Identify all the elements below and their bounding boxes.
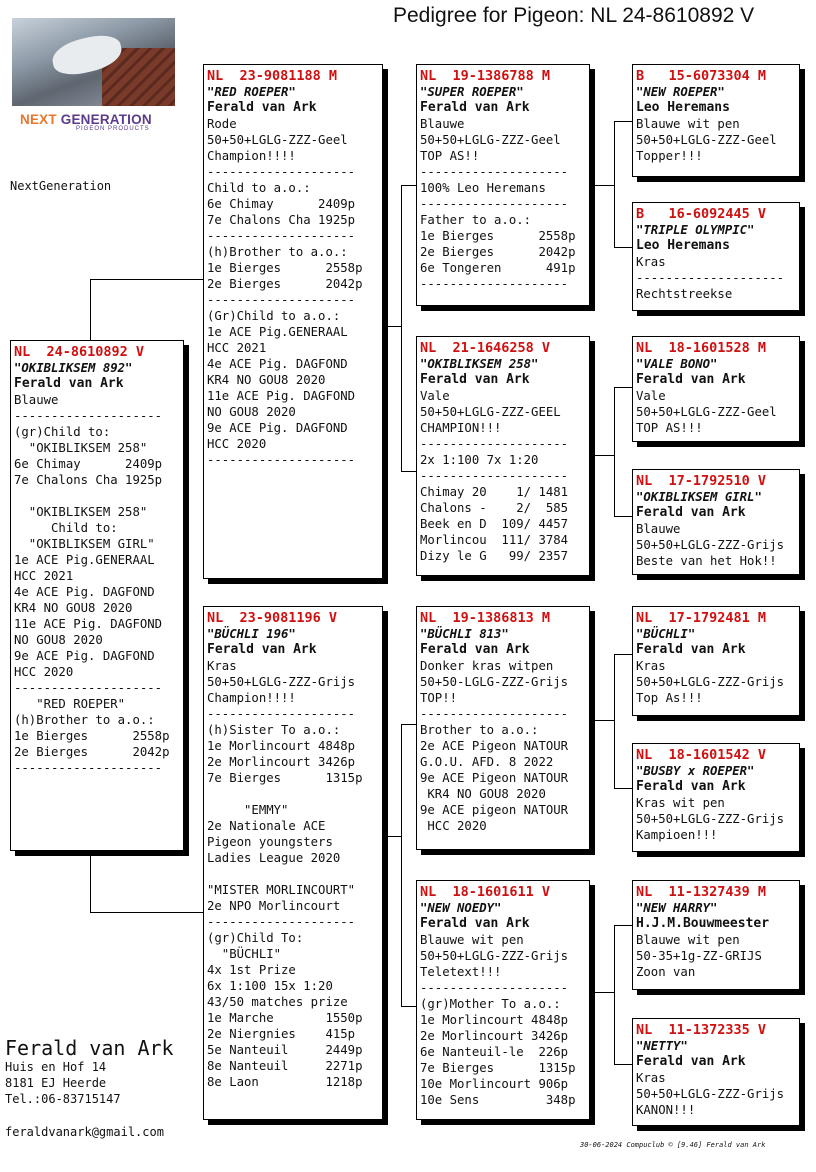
pedigree-line	[14, 488, 180, 504]
pedigree-line: NO GOU8 2020	[207, 405, 296, 419]
pigeon-card-subject	[10, 340, 184, 851]
pedigree-line: --------------------	[207, 915, 356, 929]
pedigree-line: "OKIBLIKSEM 258"	[14, 441, 148, 455]
pedigree-line: Zoon van	[636, 965, 696, 979]
ring-number: NL 23-9081188 M	[207, 68, 338, 84]
pigeon-card-mff	[632, 606, 800, 716]
pigeon-card-mmm	[632, 1018, 800, 1126]
pedigree-line: 50-35+1g-ZZ-GRIJS	[636, 949, 762, 963]
pedigree-line: "OKIBLIKSEM GIRL"	[14, 537, 155, 551]
connector-line	[595, 720, 614, 721]
pedigree-line: 1e Marche 1550p	[207, 1011, 363, 1025]
pedigree-line: Blauwe wit pen	[636, 933, 740, 947]
pigeon-owner: Ferald van Ark	[14, 376, 124, 391]
pedigree-line: --------------------	[420, 197, 569, 211]
pigeon-owner: Ferald van Ark	[636, 642, 746, 657]
pedigree-line: Champion!!!!	[207, 691, 296, 705]
pigeon-card-mother-mother	[416, 880, 590, 1120]
pigeon-nickname: "OKIBLIKSEM GIRL"	[636, 490, 762, 504]
pigeon-nickname: "NETTY"	[636, 1039, 688, 1053]
pedigree-line: KR4 NO GOU8 2020	[14, 601, 133, 615]
pedigree-line: --------------------	[14, 409, 163, 423]
pedigree-line: Dizy le G 99/ 2357	[420, 549, 569, 563]
pigeon-owner: Ferald van Ark	[636, 1054, 746, 1069]
ring-number: NL 11-1372335 V	[636, 1022, 767, 1038]
pedigree-line: 50+50-LGLG-ZZZ-Grijs	[420, 675, 569, 689]
pedigree-line: HCC 2020	[14, 665, 74, 679]
pedigree-line: 7e Bierges 1315p	[420, 1061, 576, 1075]
logo-brand: NEXT GENERATION	[20, 112, 152, 127]
pedigree-line: 50+50+LGLG-ZZZ-Geel	[636, 405, 777, 419]
connector-line	[614, 925, 615, 1065]
connector-line	[614, 516, 632, 517]
pedigree-line: 50+50+LGLG-ZZZ-Grijs	[636, 812, 785, 826]
ring-number: NL 24-8610892 V	[14, 344, 145, 360]
pedigree-line: 4x 1st Prize	[207, 963, 296, 977]
pedigree-line: --------------------	[420, 277, 569, 291]
ring-number: B 16-6092445 V	[636, 206, 767, 222]
pedigree-line: Kras	[636, 659, 666, 673]
pedigree-line: 50+50+LGLG-ZZZ-Grijs	[420, 949, 569, 963]
pedigree-line: Rechtstreekse	[636, 287, 733, 301]
pedigree-line: 100% Leo Heremans	[420, 181, 546, 195]
pigeon-owner: Ferald van Ark	[420, 100, 530, 115]
pedigree-line: --------------------	[420, 437, 569, 451]
pigeon-nickname: "BUSBY x ROEPER"	[636, 764, 755, 778]
pigeon-card-mother	[203, 606, 383, 1120]
pedigree-line: --------------------	[207, 229, 356, 243]
pedigree-line: Kampioen!!!	[636, 828, 718, 842]
pedigree-line: (h)Brother to a.o.:	[14, 713, 155, 727]
pedigree-line: --------------------	[420, 981, 569, 995]
pedigree-line: KANON!!!	[636, 1103, 696, 1117]
ring-number: NL 18-1601528 M	[636, 340, 767, 356]
pedigree-line: HCC 2020	[420, 819, 487, 833]
pigeon-owner: Ferald van Ark	[636, 505, 746, 520]
pedigree-line: 6x 1:100 15x 1:20	[207, 979, 333, 993]
connector-line	[614, 247, 632, 248]
pigeon-nickname: "BÜCHLI 196"	[207, 627, 296, 641]
connector-line	[614, 387, 632, 388]
pigeon-owner: Ferald van Ark	[207, 100, 317, 115]
pedigree-line: Kras wit pen	[636, 796, 725, 810]
pedigree-line: Child to:	[14, 521, 118, 535]
connector-line	[401, 185, 416, 186]
pigeon-card-mmf	[632, 880, 800, 990]
pigeon-owner: Ferald van Ark	[636, 372, 746, 387]
connector-line	[401, 471, 416, 472]
pigeon-owner: Ferald van Ark	[420, 916, 530, 931]
pigeon-card-mother-father	[416, 606, 590, 850]
pedigree-line: 7e Bierges 1315p	[207, 771, 363, 785]
pedigree-line: 50+50+LGLG-ZZZ-Grijs	[636, 1087, 785, 1101]
pedigree-line: 2e Morlincourt 3426p	[207, 755, 356, 769]
connector-line	[401, 185, 402, 472]
pedigree-line: 1e Bierges 2558p	[420, 229, 576, 243]
pedigree-line	[207, 786, 379, 802]
connector-line	[614, 654, 615, 789]
pedigree-line: Vale	[420, 389, 450, 403]
pedigree-line: Champion!!!!	[207, 149, 296, 163]
pedigree-line: "BÜCHLI"	[207, 947, 282, 961]
pedigree-line: Chalons - 2/ 585	[420, 501, 569, 515]
pedigree-line: --------------------	[14, 681, 163, 695]
pedigree-line: Child to a.o.:	[207, 181, 311, 195]
pedigree-line: --------------------	[420, 469, 569, 483]
pigeon-owner: Leo Heremans	[636, 100, 730, 115]
pedigree-line: 50+50+LGLG-ZZZ-Geel	[207, 133, 348, 147]
pedigree-line: 8e Nanteuil 2271p	[207, 1059, 363, 1073]
pedigree-line: HCC 2020	[207, 437, 267, 451]
pedigree-line: Kras	[207, 659, 237, 673]
pedigree-line: (h)Sister To a.o.:	[207, 723, 341, 737]
pedigree-line: Chimay 20 1/ 1481	[420, 485, 569, 499]
pedigree-line: --------------------	[420, 165, 569, 179]
pedigree-line: (gr)Child To:	[207, 931, 304, 945]
page-title: Pedigree for Pigeon: NL 24-8610892 V	[393, 4, 755, 27]
connector-line	[614, 925, 632, 926]
ring-number: B 15-6073304 M	[636, 68, 767, 84]
pedigree-line: --------------------	[14, 761, 163, 775]
pigeon-owner: Ferald van Ark	[420, 642, 530, 657]
pigeon-nickname: "NEW HARRY"	[636, 901, 718, 915]
pigeon-card-fff	[632, 64, 800, 177]
pedigree-line: "EMMY"	[207, 803, 289, 817]
pedigree-line: Beste van het Hok!!	[636, 554, 777, 568]
pedigree-line: --------------------	[420, 707, 569, 721]
pedigree-line: 50+50+LGLG-ZZZ-Geel	[420, 133, 561, 147]
pedigree-line: 8e Laon 1218p	[207, 1075, 363, 1089]
pedigree-line: Morlincou 111/ 3784	[420, 533, 569, 547]
pigeon-nickname: "NEW ROEPER"	[636, 85, 725, 99]
pedigree-line: 10e Sens 348p	[420, 1093, 576, 1107]
pedigree-line: Blauwe	[14, 393, 59, 407]
pedigree-line: TOP AS!!!	[636, 421, 703, 435]
pedigree-line: 6e Chimay 2409p	[14, 457, 163, 471]
pedigree-line: 11e ACE Pig. DAGFOND	[14, 617, 163, 631]
pigeon-nickname: "OKIBLIKSEM 892"	[14, 361, 133, 375]
breeder-address: Huis en Hof 14	[5, 1060, 107, 1074]
pedigree-line: 2e Bierges 2042p	[207, 277, 363, 291]
pedigree-line: 2e Nationale ACE	[207, 819, 326, 833]
pigeon-card-mfm	[632, 743, 800, 852]
ring-number: NL 18-1601611 V	[420, 884, 551, 900]
pedigree-line: Rode	[207, 117, 237, 131]
ring-number: NL 21-1646258 V	[420, 340, 551, 356]
pedigree-line: 1e Bierges 2558p	[207, 261, 363, 275]
pedigree-line: KR4 NO GOU8 2020	[420, 787, 546, 801]
connector-line	[401, 724, 416, 725]
pedigree-line: 9e ACE pigeon NATOUR	[420, 803, 569, 817]
pedigree-line: 2e ACE Pigeon NATOUR	[420, 739, 569, 753]
ring-number: NL 11-1327439 M	[636, 884, 767, 900]
pedigree-line: "OKIBLIKSEM 258"	[14, 505, 148, 519]
pedigree-line: CHAMPION!!!	[420, 421, 502, 435]
pedigree-line	[207, 866, 379, 882]
connector-line	[90, 912, 204, 913]
pedigree-line: 9e ACE Pig. DAGFOND	[14, 649, 155, 663]
pedigree-line: Beek en D 109/ 4457	[420, 517, 569, 531]
pedigree-line: "RED ROEPER"	[14, 697, 126, 711]
connector-line	[614, 788, 632, 789]
pigeon-nickname: "BÜCHLI"	[636, 627, 696, 641]
pedigree-line: Blauwe wit pen	[636, 117, 740, 131]
pedigree-line: Kras	[636, 255, 666, 269]
connector-line	[90, 279, 91, 340]
connector-line	[595, 992, 614, 993]
pedigree-line: 50+50+LGLG-ZZZ-Grijs	[636, 538, 785, 552]
pedigree-line: HCC 2021	[14, 569, 74, 583]
pedigree-line: (h)Brother to a.o.:	[207, 245, 348, 259]
pedigree-line: Top As!!!	[636, 691, 703, 705]
connector-line	[595, 455, 614, 456]
connector-line	[401, 1006, 416, 1007]
pigeon-nickname: "NEW NOEDY"	[420, 901, 502, 915]
pedigree-line: --------------------	[636, 271, 785, 285]
pedigree-line: 50+50+LGLG-ZZZ-Geel	[636, 133, 777, 147]
pigeon-card-ffm	[632, 202, 800, 311]
pigeon-nickname: "RED ROEPER"	[207, 85, 296, 99]
pedigree-line: 2e Morlincourt 3426p	[420, 1029, 569, 1043]
pigeon-card-fmf	[632, 336, 800, 442]
connector-line	[383, 326, 401, 327]
pedigree-line: 5e Nanteuil 2449p	[207, 1043, 363, 1057]
ring-number: NL 19-1386788 M	[420, 68, 551, 84]
pigeon-nickname: "SUPER ROEPER"	[420, 85, 524, 99]
breeder-phone: Tel.:06-83715147	[5, 1092, 121, 1106]
pedigree-line: "MISTER MORLINCOURT"	[207, 883, 356, 897]
pedigree-line: 4e ACE Pig. DAGFOND	[14, 585, 155, 599]
pedigree-line: 1e Bierges 2558p	[14, 729, 170, 743]
connector-line	[614, 121, 632, 122]
pedigree-line: 10e Morlincourt 906p	[420, 1077, 569, 1091]
pedigree-line: HCC 2021	[207, 341, 267, 355]
pigeon-owner: Ferald van Ark	[207, 642, 317, 657]
pedigree-line: TOP!!	[420, 691, 458, 705]
pedigree-line: 6e Chimay 2409p	[207, 197, 356, 211]
pedigree-line: 2x 1:100 7x 1:20	[420, 453, 539, 467]
logo-tagline: PIGEON PRODUCTS	[76, 126, 150, 132]
connector-line	[614, 1064, 632, 1065]
connector-line	[90, 279, 204, 280]
pedigree-line: (gr)Mother To a.o.:	[420, 997, 561, 1011]
pedigree-line: 2e Bierges 2042p	[420, 245, 576, 259]
pigeon-owner: H.J.M.Bouwmeester	[636, 916, 770, 931]
logo	[12, 18, 175, 132]
pedigree-line: KR4 NO GOU8 2020	[207, 373, 326, 387]
pedigree-line: 1e ACE Pig.GENERAAL	[14, 553, 155, 567]
connector-line	[383, 836, 401, 837]
pedigree-line: 6e Tongeren 491p	[420, 261, 576, 275]
pedigree-line: 2e Niergnies 415p	[207, 1027, 356, 1041]
pigeon-owner: Ferald van Ark	[636, 779, 746, 794]
pedigree-line: Vale	[636, 389, 666, 403]
pedigree-line: TOP AS!!	[420, 149, 480, 163]
pigeon-nickname: "VALE BONO"	[636, 357, 718, 371]
pedigree-line: 4e ACE Pig. DAGFOND	[207, 357, 348, 371]
pedigree-line: 2e NPO Morlincourt	[207, 899, 341, 913]
pedigree-line: 50+50+LGLG-ZZZ-GEEL	[420, 405, 561, 419]
pedigree-line: Donker kras witpen	[420, 659, 554, 673]
pigeon-card-father-mother	[416, 336, 590, 576]
connector-line	[595, 185, 614, 186]
pedigree-line: 9e ACE Pigeon NATOUR	[420, 771, 569, 785]
pedigree-line: --------------------	[207, 707, 356, 721]
connector-line	[614, 654, 632, 655]
pigeon-owner: Ferald van Ark	[420, 372, 530, 387]
pedigree-line: Blauwe	[636, 522, 681, 536]
pedigree-line: 2e Bierges 2042p	[14, 745, 170, 759]
pedigree-line: 6e Nanteuil-le 226p	[420, 1045, 569, 1059]
pedigree-line: Kras	[636, 1071, 666, 1085]
pigeon-card-father-father	[416, 64, 590, 306]
pedigree-line: Ladies League 2020	[207, 851, 341, 865]
pigeon-nickname: "TRIPLE OLYMPIC"	[636, 223, 755, 237]
pedigree-line: (Gr)Child to a.o.:	[207, 309, 341, 323]
pedigree-line: 11e ACE Pig. DAGFOND	[207, 389, 356, 403]
ring-number: NL 17-1792481 M	[636, 610, 767, 626]
ring-number: NL 19-1386813 M	[420, 610, 551, 626]
breeder-city: 8181 EJ Heerde	[5, 1076, 107, 1090]
pedigree-line: NO GOU8 2020	[14, 633, 103, 647]
pedigree-line: Father to a.o.:	[420, 213, 532, 227]
pedigree-line: --------------------	[207, 165, 356, 179]
ring-number: NL 23-9081196 V	[207, 610, 338, 626]
pedigree-line: --------------------	[207, 453, 356, 467]
breeder-email[interactable]: feraldvanark@gmail.com	[5, 1125, 164, 1139]
pedigree-line: 1e Morlincourt 4848p	[207, 739, 356, 753]
pedigree-line: Topper!!!	[636, 149, 703, 163]
pedigree-line: 50+50+LGLG-ZZZ-Grijs	[636, 675, 785, 689]
pigeon-nickname: "OKIBLIKSEM 258"	[420, 357, 539, 371]
pedigree-line: 50+50+LGLG-ZZZ-Grijs	[207, 675, 356, 689]
ring-number: NL 17-1792510 V	[636, 473, 767, 489]
pedigree-line: --------------------	[207, 293, 356, 307]
pigeon-owner: Leo Heremans	[636, 238, 730, 253]
pedigree-line: 7e Chalons Cha 1925p	[14, 473, 163, 487]
connector-line	[614, 387, 615, 517]
pedigree-line: 7e Chalons Cha 1925p	[207, 213, 356, 227]
pedigree-line: Brother to a.o.:	[420, 723, 539, 737]
breeder-name: Ferald van Ark	[5, 1036, 174, 1060]
club-name: NextGeneration	[10, 179, 112, 193]
ring-number: NL 18-1601542 V	[636, 747, 767, 763]
connector-line	[90, 851, 91, 912]
pedigree-line: (gr)Child to:	[14, 425, 111, 439]
pedigree-line: 9e ACE Pig. DAGFOND	[207, 421, 348, 435]
connector-line	[614, 121, 615, 248]
print-stamp: 30-06-2024 Compuclub © [9.46] Ferald van Ark	[580, 1141, 766, 1149]
pedigree-line: 1e ACE Pig.GENERAAL	[207, 325, 348, 339]
pedigree-line: 1e Morlincourt 4848p	[420, 1013, 569, 1027]
pedigree-line: Blauwe	[420, 117, 465, 131]
pedigree-line: 43/50 matches prize	[207, 995, 348, 1009]
pigeon-card-father	[203, 64, 383, 579]
pedigree-line: Teletext!!!	[420, 965, 502, 979]
pigeon-card-fmm	[632, 469, 800, 575]
connector-line	[401, 724, 402, 1007]
pedigree-line: Blauwe wit pen	[420, 933, 524, 947]
pedigree-line: G.O.U. AFD. 8 2022	[420, 755, 554, 769]
pedigree-line: Pigeon youngsters	[207, 835, 333, 849]
pigeon-nickname: "BÜCHLI 813"	[420, 627, 509, 641]
